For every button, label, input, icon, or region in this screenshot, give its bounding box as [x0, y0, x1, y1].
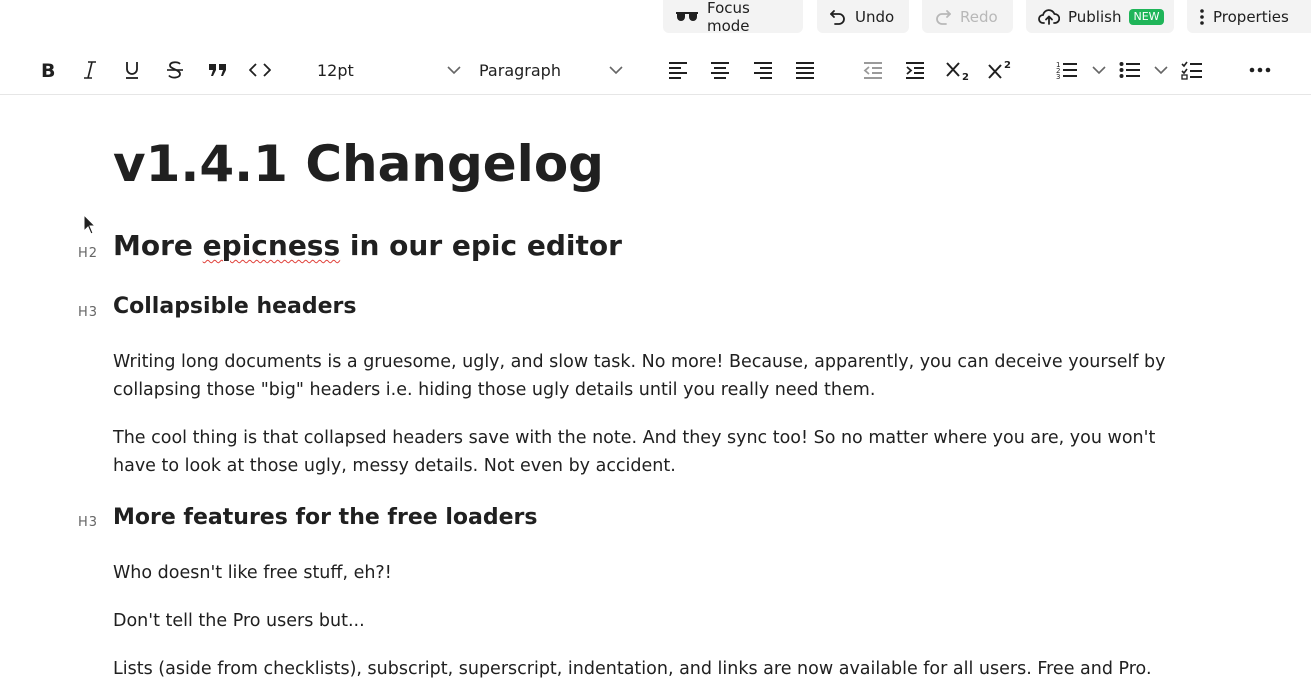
italic-icon[interactable] — [76, 56, 104, 84]
subscript-icon[interactable] — [944, 56, 972, 84]
publish-button[interactable] — [1026, 0, 1174, 33]
cloud-upload-icon — [1038, 8, 1060, 26]
heading-level-marker[interactable]: H3 — [78, 515, 99, 530]
align-left-icon[interactable] — [664, 56, 692, 84]
chevron-down-icon — [1154, 65, 1168, 75]
undo-icon — [829, 8, 847, 26]
numbered-list-options-chevron[interactable] — [1091, 56, 1107, 84]
paragraph[interactable]: Don't tell the Pro users but... — [113, 611, 365, 631]
svg-text:2: 2 — [1056, 67, 1061, 75]
strikethrough-icon[interactable] — [161, 56, 189, 84]
mouse-pointer-icon — [83, 214, 97, 236]
kebab-menu-icon — [1199, 8, 1205, 26]
align-right-icon[interactable] — [749, 56, 777, 84]
formatting-toolbar — [0, 44, 1311, 95]
h3-heading[interactable]: Collapsible headers — [113, 294, 357, 319]
chevron-down-icon — [609, 65, 623, 75]
publish-label: Publish — [1068, 7, 1122, 26]
paragraph[interactable]: Writing long documents is a gruesome, ugly, and slow task. No more! Because, apparently, you can deceive yourself by collapsing those "big" headers i.e. hiding those ugly details until you really need them. — [113, 352, 1166, 400]
paragraph[interactable]: Lists (aside from checklists), subscript, superscript, indentation, and links are now available for all users. Free and Pro. — [113, 659, 1152, 679]
h2-text-start: More — [113, 229, 203, 262]
code-icon[interactable] — [246, 56, 274, 84]
heading-level-marker[interactable]: H3 — [78, 305, 99, 320]
superscript-icon[interactable] — [986, 56, 1014, 84]
sunglasses-icon — [675, 10, 699, 24]
paragraph[interactable]: Who doesn't like free stuff, eh?! — [113, 563, 392, 583]
properties-label: Properties — [1213, 7, 1289, 26]
misspelled-word[interactable]: epicness — [202, 229, 341, 262]
h2-text-end: in our epic editor — [340, 229, 622, 262]
checklist-icon[interactable] — [1178, 56, 1206, 84]
svg-text:3: 3 — [1056, 73, 1061, 80]
redo-icon — [934, 8, 952, 26]
numbered-list-icon[interactable] — [1053, 56, 1081, 84]
font-size-value: 12pt — [317, 60, 354, 80]
top-action-bar — [0, 0, 1311, 34]
focus-mode-label: Focus mode — [707, 0, 750, 35]
align-justify-icon[interactable] — [791, 56, 819, 84]
more-icon[interactable] — [1246, 56, 1274, 84]
h3-heading[interactable]: More features for the free loaders — [113, 505, 538, 530]
font-size-dropdown[interactable] — [317, 56, 465, 84]
bulleted-list-icon[interactable] — [1116, 56, 1144, 84]
align-center-icon[interactable] — [706, 56, 734, 84]
svg-text:1: 1 — [1056, 61, 1061, 69]
document-title[interactable]: v1.4.1 Changelog — [113, 135, 604, 193]
underline-icon[interactable] — [118, 56, 146, 84]
block-type-value: Paragraph — [479, 60, 561, 80]
svg-text:B: B — [41, 60, 56, 80]
quote-icon[interactable] — [204, 56, 232, 84]
chevron-down-icon — [1092, 65, 1106, 75]
outdent-icon[interactable] — [859, 56, 887, 84]
h2-heading[interactable] — [113, 229, 622, 262]
redo-label: Redo — [960, 7, 998, 26]
chevron-down-icon — [447, 65, 461, 75]
svg-text:2: 2 — [962, 72, 969, 81]
new-badge: NEW — [1129, 9, 1163, 25]
bulleted-list-options-chevron[interactable] — [1153, 56, 1169, 84]
heading-level-marker[interactable]: H2 — [78, 246, 99, 261]
focus-mode-button[interactable] — [663, 0, 803, 33]
undo-label: Undo — [855, 7, 895, 26]
bold-icon[interactable] — [34, 56, 62, 84]
svg-text:2: 2 — [1004, 60, 1011, 71]
undo-button[interactable] — [817, 0, 909, 33]
paragraph[interactable]: The cool thing is that collapsed headers save with the note. And they sync too! So no matter where you are, you won't have to look at those ugly, messy details. Not even by accident. — [113, 428, 1156, 476]
properties-button[interactable] — [1187, 0, 1311, 33]
block-type-dropdown[interactable] — [479, 56, 629, 84]
redo-button[interactable] — [922, 0, 1013, 33]
indent-icon[interactable] — [901, 56, 929, 84]
